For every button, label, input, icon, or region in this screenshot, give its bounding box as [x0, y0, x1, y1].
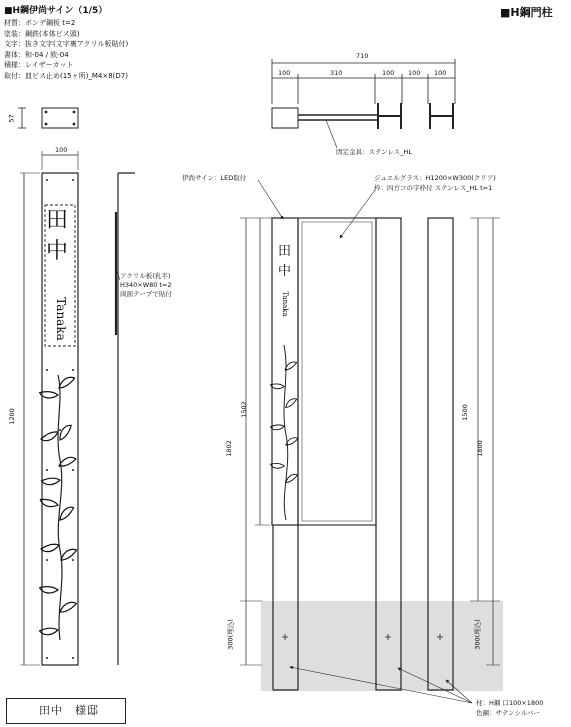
dim-elev-300b: 300(埋込) — [473, 619, 482, 650]
label-frame: 枠：四方コの字枠付 ステンレス_HL t=1 — [374, 184, 493, 192]
label-acrylic-size: H340×W80 t=2 — [120, 281, 172, 289]
elev-romaji: Tanaka — [281, 291, 289, 317]
spec-process: 積様：レイザーカット — [4, 61, 74, 70]
dim-top-100d: 100 — [434, 69, 447, 77]
dim-elev-1500: 1500 — [460, 404, 469, 421]
dim-elev-1802: 1802 — [224, 440, 233, 457]
page-title-right: ■H鋼門柱 — [500, 6, 553, 19]
sign-kanji-2: 中 — [46, 239, 69, 264]
sign-kanji-1: 田 — [46, 208, 69, 233]
dim-elev-1502: 1502 — [239, 401, 248, 418]
ground-shade — [261, 601, 503, 691]
dim-side-57: 57 — [7, 114, 16, 123]
label-acrylic: アクリル板(乳半) — [120, 272, 171, 280]
dim-top-100c: 100 — [408, 69, 421, 77]
label-acrylic-tape: 両面テープで貼付 — [120, 290, 172, 298]
sign-romaji: Tanaka — [54, 297, 68, 341]
page-title: ■H鋼伊尚サイン（1/5） — [4, 6, 108, 16]
dim-top-100a: 100 — [278, 69, 291, 77]
spec-font: 書体：和-04 / 欧-04 — [4, 50, 69, 59]
label-led: 伊尚サイン：LED取付 — [182, 174, 247, 182]
dim-front-height: 1200 — [7, 408, 16, 425]
dim-elev-1800: 1800 — [475, 440, 484, 457]
dim-front-width: 100 — [55, 146, 68, 154]
label-bracket: 固定金具：ステンレス_HL — [336, 148, 412, 156]
label-post: 柱：H鋼 口100×1800 — [476, 699, 544, 707]
label-post-color: 色鋼：サテンシルバー — [476, 709, 540, 717]
dim-elev-300a: 300(埋込) — [226, 619, 235, 650]
spec-coating: 塗装：鋼鉄(本体ビス頭) — [4, 29, 80, 38]
spec-block — [4, 18, 128, 82]
nameplate: 田中 様邸 — [6, 698, 126, 724]
spec-mounting: 取付：皿ビス止め(15ヶ所)_M4×8(D7) — [4, 71, 128, 80]
label-glass: ジュエルグラス：H1200×W300(クリア) — [374, 174, 496, 182]
spec-material: 材質：ボンデ鋼板 t=2 — [4, 19, 76, 27]
elev-kanji-1: 田 — [278, 244, 292, 259]
elev-kanji-2: 中 — [278, 264, 292, 279]
spec-letters: 文字：抜き文字(文字裏アクリル板貼付) — [4, 40, 129, 49]
dim-top-310: 310 — [330, 69, 343, 77]
dim-top-total: 710 — [356, 52, 369, 60]
dim-top-100b: 100 — [382, 69, 395, 77]
side-view — [18, 108, 78, 128]
sign-front-view — [20, 151, 135, 665]
top-view — [272, 59, 455, 148]
